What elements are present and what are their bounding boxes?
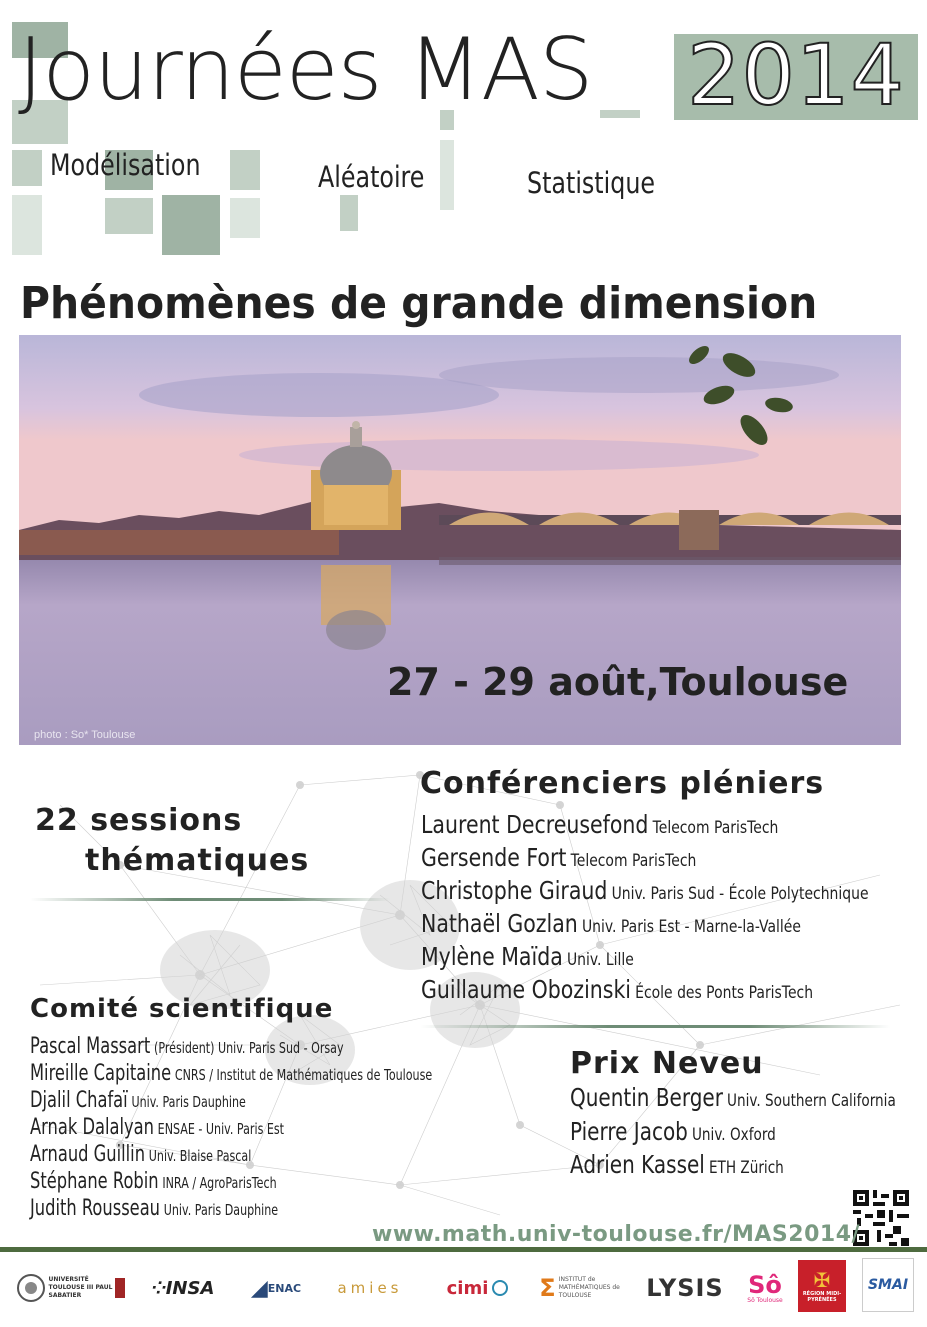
logo-so-toulouse-text: Sô Toulouse bbox=[747, 1296, 783, 1304]
logo-lysis-text: LYSIS bbox=[646, 1274, 724, 1302]
logo-cimi-text: cimi bbox=[446, 1277, 489, 1299]
speaker-affiliation: École des Ponts ParisTech bbox=[635, 983, 814, 1003]
committee-member-row bbox=[30, 1196, 278, 1221]
plenary-heading: Conférenciers pléniers bbox=[420, 766, 825, 801]
qr-code[interactable] bbox=[853, 1190, 909, 1246]
member-affiliation: ENSAE - Univ. Paris Est bbox=[157, 1120, 285, 1138]
member-affiliation: CNRS / Institut de Mathématiques de Toulouse bbox=[174, 1066, 433, 1084]
plenary-speaker-row bbox=[421, 942, 634, 971]
plenary-divider bbox=[420, 1025, 890, 1028]
logo-amies-text: amies bbox=[337, 1279, 403, 1297]
laureate-name: Pierre Jacob bbox=[570, 1117, 688, 1146]
conference-headline: Phénomènes de grande dimension bbox=[20, 278, 818, 329]
member-affiliation: Univ. Blaise Pascal bbox=[148, 1147, 252, 1165]
logo-ut3-text: UNIVERSITÉ TOULOUSE III PAUL SABATIER bbox=[48, 1276, 113, 1299]
logo-region-text: RÉGION MIDI-PYRÉNÉES bbox=[802, 1291, 842, 1303]
committee-member-row bbox=[30, 1115, 284, 1140]
prize-laureate-row bbox=[570, 1117, 776, 1146]
laureate-affiliation: ETH Zürich bbox=[708, 1158, 784, 1178]
sessions-line2: thématiques bbox=[85, 843, 310, 878]
committee-heading: Comité scientifique bbox=[30, 994, 334, 1024]
member-name: Mireille Capitaine bbox=[30, 1061, 172, 1086]
member-affiliation: Univ. Paris Dauphine bbox=[131, 1093, 246, 1111]
logo-imt: Σ INSTITUT de MATHÉMATIQUES de TOULOUSE bbox=[539, 1274, 620, 1302]
plenary-speaker-row bbox=[421, 810, 778, 839]
speaker-affiliation: Univ. Paris Sud - École Polytechnique bbox=[611, 884, 869, 904]
sponsor-logos bbox=[0, 1252, 927, 1327]
member-affiliation: INRA / AgroParisTech bbox=[162, 1174, 277, 1192]
committee-member-row bbox=[30, 1142, 251, 1167]
prize-laureate-row bbox=[570, 1083, 896, 1112]
member-name: Arnak Dalalyan bbox=[30, 1115, 154, 1140]
logo-imt-text: INSTITUT de MATHÉMATIQUES de TOULOUSE bbox=[558, 1276, 620, 1299]
photo-credit: photo : So* Toulouse bbox=[34, 729, 136, 741]
logo-amies bbox=[330, 1266, 410, 1310]
member-name: Arnaud Guillin bbox=[30, 1142, 146, 1167]
speaker-name: Guillaume Obozinski bbox=[421, 975, 632, 1004]
sessions-line1: 22 sessions bbox=[35, 803, 243, 838]
laureate-affiliation: Univ. Southern California bbox=[727, 1091, 896, 1111]
logo-enac: ◢ ENAC bbox=[250, 1275, 302, 1301]
subtitle-aleatoire: Aléatoire bbox=[318, 160, 425, 194]
speaker-name: Christophe Giraud bbox=[421, 876, 608, 905]
committee-member-row bbox=[30, 1034, 344, 1059]
prize-heading: Prix Neveu bbox=[570, 1046, 764, 1081]
plenary-speaker-row bbox=[421, 975, 813, 1004]
subtitle-statistique: Statistique bbox=[527, 166, 656, 200]
logo-lysis bbox=[640, 1266, 730, 1310]
event-year: 2014 bbox=[687, 26, 905, 124]
speaker-name: Gersende Fort bbox=[421, 843, 567, 872]
member-name: Stéphane Robin bbox=[30, 1169, 159, 1194]
logo-insa: ⁘ INSA bbox=[151, 1277, 215, 1299]
speaker-name: Laurent Decreusefond bbox=[421, 810, 649, 839]
logo-so-toulouse: Sô Sô Toulouse bbox=[747, 1270, 783, 1304]
member-affiliation: Univ. Paris Dauphine bbox=[163, 1201, 279, 1219]
member-name: Judith Rousseau bbox=[30, 1196, 160, 1221]
prize-laureate-row bbox=[570, 1150, 784, 1179]
subtitle-modelisation: Modélisation bbox=[50, 148, 201, 182]
committee-member-row bbox=[30, 1169, 277, 1194]
logo-smai-text: SMAI bbox=[867, 1277, 909, 1293]
logo-cimi bbox=[440, 1266, 515, 1310]
plenary-speaker-row bbox=[421, 909, 801, 938]
member-name: Djalil Chafaï bbox=[30, 1088, 128, 1113]
website-link[interactable]: www.math.univ-toulouse.fr/MAS2014/ bbox=[372, 1222, 861, 1247]
committee-member-row bbox=[30, 1061, 432, 1086]
logo-enac-text: ENAC bbox=[267, 1281, 302, 1295]
plenary-speaker-row bbox=[421, 876, 869, 905]
laureate-affiliation: Univ. Oxford bbox=[691, 1125, 776, 1145]
date-location: 27 - 29 août,Toulouse bbox=[387, 660, 849, 704]
speaker-affiliation: Telecom ParisTech bbox=[570, 851, 697, 871]
speaker-name: Mylène Maïda bbox=[421, 942, 563, 971]
laureate-name: Adrien Kassel bbox=[570, 1150, 705, 1179]
logo-smai bbox=[862, 1258, 914, 1312]
plenary-speaker-row bbox=[421, 843, 696, 872]
logo-insa-text: INSA bbox=[165, 1277, 215, 1299]
member-affiliation: (Président) Univ. Paris Sud - Orsay bbox=[153, 1039, 344, 1057]
speaker-affiliation: Univ. Paris Est - Marne-la-Vallée bbox=[581, 917, 801, 937]
laureate-name: Quentin Berger bbox=[570, 1083, 723, 1112]
logo-ut3 bbox=[14, 1266, 126, 1310]
sessions-divider bbox=[30, 898, 390, 901]
speaker-name: Nathaël Gozlan bbox=[421, 909, 578, 938]
event-title: Journées MAS bbox=[18, 20, 593, 120]
speaker-affiliation: Univ. Lille bbox=[566, 950, 634, 970]
member-name: Pascal Massart bbox=[30, 1034, 151, 1059]
logo-region: ✠ RÉGION MIDI-PYRÉNÉES bbox=[798, 1260, 846, 1312]
speaker-affiliation: Telecom ParisTech bbox=[652, 818, 779, 838]
committee-member-row bbox=[30, 1088, 246, 1113]
